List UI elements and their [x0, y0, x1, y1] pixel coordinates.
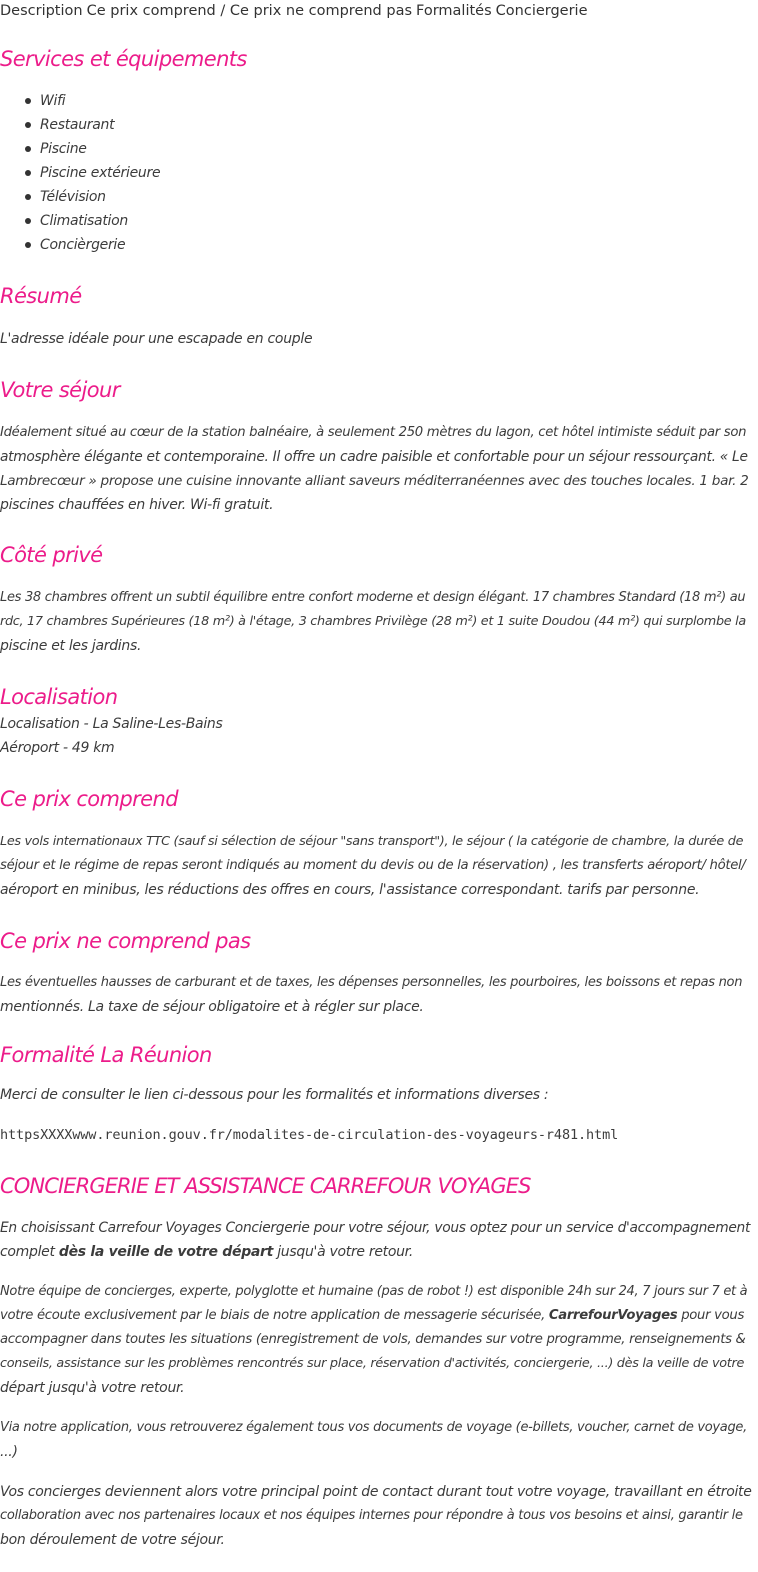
service-label: Piscine — [40, 141, 87, 157]
text-fragment: complet — [0, 1244, 59, 1260]
prive-body — [0, 586, 754, 658]
prive-section — [0, 540, 754, 570]
services-list — [0, 89, 754, 257]
list-item — [0, 233, 754, 257]
bullet-icon — [25, 146, 31, 152]
list-item — [0, 209, 754, 233]
ne-comprend-body — [0, 971, 754, 1019]
ne-comprend-section — [0, 926, 754, 956]
conciergerie-line: collaboration avec nos partenaires locaux et nos équipes internes pour répondre à tous vos besoins et ainsi, garantir le — [0, 1508, 743, 1523]
bullet-icon — [25, 218, 31, 224]
sejour-line: atmosphère élégante et contemporaine. Il offre un cadre paisible et confortable pour un séjour ressourçant. « Le — [0, 449, 748, 465]
formalite-link-wrap — [0, 1125, 754, 1145]
list-item — [0, 161, 754, 185]
services-list-wrap — [0, 89, 754, 257]
resume-body — [0, 327, 754, 351]
bullet-icon — [25, 170, 31, 176]
formalite-link[interactable]: httpsXXXXwww.reunion.gouv.fr/modalites-de-circulation-des-voyageurs-r481.html — [0, 1127, 619, 1143]
comprend-line: séjour et le régime de repas seront indiqués au moment du devis ou de la réservation) , les transferts aéroport/ hôtel/ — [0, 858, 746, 873]
conciergerie-section — [0, 1171, 754, 1201]
localisation-line: Aéroport - 49 km — [0, 740, 115, 756]
bold-fragment: CarrefourVoyages — [548, 1308, 678, 1323]
conciergerie-line — [0, 1240, 754, 1264]
ne-comprend-title: Ce prix ne comprend pas — [0, 929, 251, 953]
formalite-text: Merci de consulter le lien ci-dessous pour les formalités et informations diverses : — [0, 1087, 549, 1103]
comprend-line: aéroport en minibus, les réductions des offres en cours, l'assistance correspondant. tarifs par personne. — [0, 882, 700, 898]
localisation-title: Localisation — [0, 685, 118, 709]
bullet-icon — [25, 242, 31, 248]
list-item — [0, 89, 754, 113]
conciergerie-line: Vos concierges deviennent alors votre principal point de contact durant tout votre voyage, travaillant en étroite — [0, 1484, 752, 1500]
sejour-line: Lambrecœur » propose une cuisine innovante alliant saveurs méditerranéennes avec des touches locales. 1 bar. 2 — [0, 473, 749, 489]
conciergerie-line: départ jusqu'à votre retour. — [0, 1380, 185, 1396]
localisation-section — [0, 682, 754, 712]
prive-line: Les 38 chambres offrent un subtil équilibre entre confort moderne et design élégant. 17 chambres Standard (18 m²) au — [0, 590, 746, 605]
conciergerie-line: conseils, assistance sur les problèmes rencontrés sur place, réservation d'activités, conciergerie, ...) dès la veille de votre — [0, 1356, 745, 1371]
sejour-section — [0, 375, 754, 405]
list-item — [0, 137, 754, 161]
conciergerie-line: bon déroulement de votre séjour. — [0, 1532, 225, 1548]
ne-comprend-line: mentionnés. La taxe de séjour obligatoire et à régler sur place. — [0, 999, 424, 1015]
conciergerie-line: ...) — [0, 1444, 18, 1460]
service-label: Télévision — [40, 189, 106, 205]
service-label: Concièrgerie — [40, 237, 126, 253]
resume-title: Résumé — [0, 284, 82, 308]
service-label: Climatisation — [40, 213, 128, 229]
bold-fragment: dès la veille de votre départ — [58, 1244, 274, 1260]
comprend-line: Les vols internationaux TTC (sauf si sélection de séjour "sans transport"), le séjour ( la catégorie de chambre, la durée de — [0, 834, 744, 849]
service-label: Piscine extérieure — [40, 165, 161, 181]
text-fragment: pour vous — [677, 1308, 745, 1323]
conciergerie-title: CONCIERGERIE ET ASSISTANCE CARREFOUR VOYAGES — [0, 1174, 531, 1198]
list-item — [0, 113, 754, 137]
prive-line: piscine et les jardins. — [0, 638, 142, 654]
sejour-body — [0, 421, 754, 517]
sejour-title: Votre séjour — [0, 378, 120, 402]
tab-prix[interactable]: Ce prix comprend / Ce prix ne comprend pas — [86, 3, 413, 19]
conciergerie-p3 — [0, 1416, 754, 1464]
text-fragment: jusqu'à votre retour. — [273, 1244, 413, 1260]
formalite-title: Formalité La Réunion — [0, 1043, 212, 1067]
conciergerie-line: Via notre application, vous retrouverez également tous vos documents de voyage (e-billets, voucher, carnet de voyage, — [0, 1420, 747, 1435]
services-section — [0, 44, 754, 74]
conciergerie-p1 — [0, 1216, 754, 1264]
sejour-line: Idéalement situé au cœur de la station balnéaire, à seulement 250 mètres du lagon, cet hôtel intimiste séduit par son — [0, 425, 747, 440]
tab-bar — [0, 0, 592, 22]
conciergerie-line: Notre équipe de concierges, experte, polyglotte et humaine (pas de robot !) est disponible 24h sur 24, 7 jours sur 7 et à — [0, 1284, 748, 1299]
formalite-body — [0, 1083, 754, 1107]
formalite-section — [0, 1040, 754, 1070]
prive-title: Côté privé — [0, 543, 103, 567]
bullet-icon — [25, 98, 31, 104]
tab-formalites[interactable]: Formalités — [416, 3, 492, 19]
conciergerie-p4 — [0, 1480, 754, 1552]
conciergerie-p2 — [0, 1280, 754, 1400]
conciergerie-line — [0, 1304, 754, 1328]
conciergerie-line: accompagner dans toutes les situations (enregistrement de vols, demandes sur votre programme, renseignements & — [0, 1332, 746, 1347]
comprend-section — [0, 784, 754, 814]
services-title: Services et équipements — [0, 47, 247, 71]
comprend-title: Ce prix comprend — [0, 787, 178, 811]
bullet-icon — [25, 122, 31, 128]
sejour-line: piscines chauffées en hiver. Wi-fi gratuit. — [0, 497, 274, 513]
localisation-body — [0, 712, 754, 760]
localisation-line: Localisation - La Saline-Les-Bains — [0, 716, 223, 732]
tab-conciergerie[interactable]: Conciergerie — [495, 3, 588, 19]
service-label: Wifi — [40, 93, 66, 109]
bullet-icon — [25, 194, 31, 200]
comprend-body — [0, 830, 754, 902]
resume-text: L'adresse idéale pour une escapade en couple — [0, 331, 313, 347]
service-label: Restaurant — [40, 117, 115, 133]
resume-section — [0, 281, 754, 311]
conciergerie-line: En choisissant Carrefour Voyages Conciergerie pour votre séjour, vous optez pour un service d'accompagnement — [0, 1220, 751, 1236]
text-fragment: votre écoute exclusivement par le biais de notre application de messagerie sécurisée, — [0, 1308, 549, 1323]
list-item — [0, 185, 754, 209]
ne-comprend-line: Les éventuelles hausses de carburant et de taxes, les dépenses personnelles, les pourboires, les boissons et repas non — [0, 975, 743, 990]
prive-line: rdc, 17 chambres Supérieures (18 m²) à l'étage, 3 chambres Privilège (28 m²) et 1 suite Doudou (44 m²) qui surplombe la — [0, 614, 746, 629]
tab-description[interactable]: Description — [0, 3, 83, 19]
